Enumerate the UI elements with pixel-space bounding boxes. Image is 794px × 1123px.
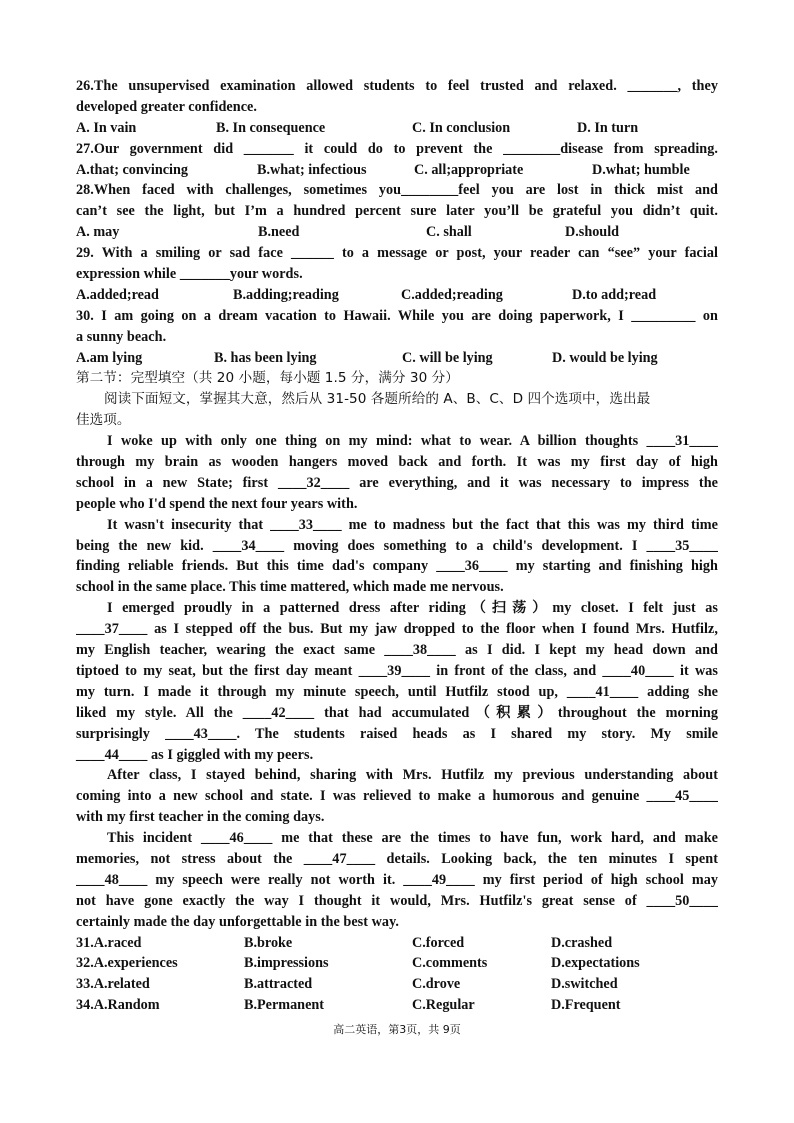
option-b: B.adding;reading xyxy=(233,286,339,303)
option-b: B. has been lying xyxy=(214,349,317,366)
passage-line: liked my style. All the ____42____ that had accumulated（积累）throughout the morning xyxy=(76,704,718,721)
answer-34-a: 34.A.Random xyxy=(76,997,160,1014)
option-d: D.to add;read xyxy=(572,286,657,303)
answer-row-33 xyxy=(76,974,718,995)
option-c: C. In conclusion xyxy=(412,119,511,136)
passage-line: my turn. I made it through my minute speech, until Hutfilz stood up, ____41____ adding she xyxy=(76,683,718,700)
passage-line: coming into a new school and state. I was relieved to make a humorous and genuine ____45____ xyxy=(76,788,718,805)
answer-34-c: C.Regular xyxy=(412,997,475,1014)
option-a: A. may xyxy=(76,224,120,241)
question-28-line-2: can’t see the light, but I’m a hundred percent sure later you’ll be grateful you didn’t quit. xyxy=(76,203,718,220)
exam-page xyxy=(76,76,718,1016)
passage-line: school in the same place. This time mattered, which made me nervous. xyxy=(76,579,504,596)
passage-line: I emerged proudly in a patterned dress after riding（扫荡）my closet. I felt just as xyxy=(107,600,718,617)
section-instruction-2: 佳选项。 xyxy=(76,412,131,429)
passage-line: being the new kid. ____34____ moving does something to a child's development. I ____35____ xyxy=(76,537,718,554)
option-a: A.that; convincing xyxy=(76,161,188,178)
section-instruction-1: 阅读下面短文，掌握其大意，然后从 31-50 各题所给的 A、B、C、D 四个选项中，选出最 xyxy=(104,391,651,408)
answer-31-c: C.forced xyxy=(412,934,465,951)
answer-31-d: D.crashed xyxy=(551,934,613,951)
passage-line: school in a new State; first ____32____ are everything, and it was necessary to impress the xyxy=(76,474,718,491)
answer-34-d: D.Frequent xyxy=(551,997,621,1014)
passage-line: It wasn't insecurity that ____33____ me to madness but the fact that this was my third time xyxy=(107,516,718,533)
question-28-options xyxy=(76,222,718,243)
answer-32-a: 32.A.experiences xyxy=(76,955,178,972)
passage-line: finding reliable friends. But this time dad's company ____36____ my starting and finishing high xyxy=(76,558,718,575)
passage-line: After class, I stayed behind, sharing with Mrs. Hutfilz my previous understanding about xyxy=(107,767,718,784)
passage-line: certainly made the day unforgettable in the best way. xyxy=(76,913,400,930)
option-d: D.what; humble xyxy=(592,161,690,178)
answer-32-b: B.impressions xyxy=(244,955,329,972)
question-30-line-1: 30. I am going on a dream vacation to Hawaii. While you are doing paperwork, I _________ on xyxy=(76,307,718,324)
answer-31-b: B.broke xyxy=(244,934,293,951)
passage-line: tiptoed to my seat, but the first day meant ____39____ in front of the class, and ____40____ it was xyxy=(76,662,718,679)
passage-line: ____48____ my speech were really not worth it. ____49____ my first period of high school may xyxy=(76,871,718,888)
question-30-line-2: a sunny beach. xyxy=(76,328,167,345)
option-d: D. would be lying xyxy=(552,349,658,366)
question-28-line-1: 28.When faced with challenges, sometimes you________feel you are lost in thick mist and xyxy=(76,182,718,199)
question-26-line-1: 26.The unsupervised examination allowed students to feel trusted and relaxed. _______, they xyxy=(76,78,718,94)
answer-32-c: C.comments xyxy=(412,955,488,972)
question-29-line-2: expression while _______your words. xyxy=(76,266,303,283)
page-footer: 高二英语，第3页，共 9页 xyxy=(333,1023,461,1036)
passage-line: ____44____ as I giggled with my peers. xyxy=(76,746,314,763)
question-27-options xyxy=(76,160,718,181)
option-b: B. In consequence xyxy=(216,119,326,136)
question-26-line-2: developed greater confidence. xyxy=(76,98,257,115)
option-b: B.what; infectious xyxy=(257,161,367,178)
answer-33-c: C.drove xyxy=(412,976,461,993)
option-c: C. all;appropriate xyxy=(414,161,524,178)
passage-line: ____37____ as I stepped off the bus. But my jaw dropped to the floor when I found Mrs. Hutfilz, xyxy=(76,621,718,638)
option-c: C. will be lying xyxy=(402,349,493,366)
option-a: A. In vain xyxy=(76,119,137,136)
answer-row-32 xyxy=(76,953,718,974)
option-d: D.should xyxy=(565,224,620,241)
question-29-options xyxy=(76,285,718,306)
passage-line: my English teacher, wearing the exact same ____38____ as I did. I kept my head down and xyxy=(76,642,718,659)
question-29-line-1: 29. With a smiling or sad face ______ to a message or post, your reader can “see” your facial xyxy=(76,245,718,262)
answer-34-b: B.Permanent xyxy=(244,997,324,1014)
option-d: D. In turn xyxy=(577,119,639,136)
option-a: A.added;read xyxy=(76,286,159,303)
answer-32-d: D.expectations xyxy=(551,955,640,972)
passage-line: This incident ____46____ me that these are the times to have fun, work hard, and make xyxy=(107,830,718,847)
passage-line: not have gone exactly the way I thought it would, Mrs. Hutfilz's great sense of ____50____ xyxy=(76,892,718,909)
question-30-options xyxy=(76,348,718,369)
passage-line: surprisingly ____43____. The students raised heads as I shared my story. My smile xyxy=(76,725,718,742)
section-heading: 第二节：完型填空（共 20 小题，每小题 1.5 分，满分 30 分） xyxy=(76,370,459,387)
passage-line: I woke up with only one thing on my mind: what to wear. A billion thoughts ____31____ xyxy=(107,433,718,450)
option-b: B.need xyxy=(258,224,300,241)
option-c: C.added;reading xyxy=(401,286,503,303)
answer-33-a: 33.A.related xyxy=(76,976,150,993)
question-27-line-1: 27.Our government did _______ it could do to prevent the ________disease from spreading. xyxy=(76,140,718,157)
passage-line: with my first teacher in the coming days. xyxy=(76,809,325,826)
passage-line: through my brain as wooden hangers moved back and forth. It was my first day of high xyxy=(76,454,718,471)
answer-31-a: 31.A.raced xyxy=(76,934,142,951)
answer-row-31 xyxy=(76,933,718,954)
passage-line: people who I'd spend the next four years with. xyxy=(76,495,358,512)
answer-row-34 xyxy=(76,995,718,1016)
question-26-options xyxy=(76,118,718,139)
answer-33-b: B.attracted xyxy=(244,976,313,993)
answer-33-d: D.switched xyxy=(551,976,618,993)
option-a: A.am lying xyxy=(76,349,143,366)
passage-line: memories, not stress about the ____47____ details. Looking back, the ten minutes I spent xyxy=(76,850,718,867)
option-c: C. shall xyxy=(426,224,472,241)
